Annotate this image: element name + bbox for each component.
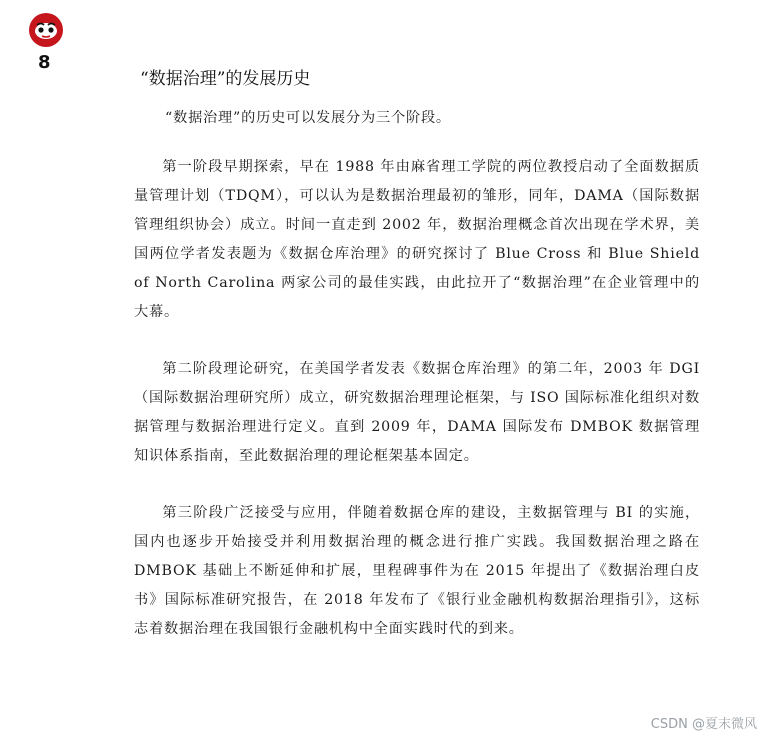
paragraph-intro: “数据治理”的历史可以发展分为三个阶段。 — [165, 110, 451, 126]
daruma-logo-icon — [28, 12, 64, 48]
paragraph-stage-one: 第一阶段早期探索，早在 1988 年由麻省理工学院的两位教授启动了全面数据质量管理计划（TDQM），可以认为是数据治理最初的雏形，同年，DAMA（国际数据管理组织协会）成立。时间一直走到 2002 年，数据治理概念首次出现在学术界，美国两位学者发表题为《数据仓库治理》的研究探讨了 Blue Cross 和 Blue Shield of North Carolina 两家公司的最佳实践，由此拉开了“数据治理”在企业管理中的大幕。 — [134, 159, 700, 320]
article-body — [134, 104, 700, 672]
page-number: 8 — [38, 52, 51, 73]
paragraph-stage-three: 第三阶段广泛接受与应用，伴随着数据仓库的建设，主数据管理与 BI 的实施，国内也逐步开始接受并利用数据治理的概念进行推广实践。我国数据治理之路在 DMBOK 基础上不断延伸和扩展，里程碑事件为在 2015 年提出了《数据治理白皮书》国际标准研究报告，在 2018 年发布了《银行业金融机构数据治理指引》，这标志着数据治理在我国银行金融机构中全面实践时代的到来。 — [134, 505, 700, 637]
csdn-watermark: CSDN @夏末微风 — [650, 717, 757, 732]
section-title: “数据治理”的发展历史 — [140, 69, 311, 89]
paragraph-stage-two: 第二阶段理论研究，在美国学者发表《数据仓库治理》的第二年，2003 年 DGI（国际数据治理研究所）成立，研究数据治理理论框架，与 ISO 国际标准化组织对数据管理与数据治理进行定义。直到 2009 年，DAMA 国际发布 DMBOK 数据管理知识体系指南，至此数据治理的理论框架基本固定。 — [134, 361, 700, 464]
